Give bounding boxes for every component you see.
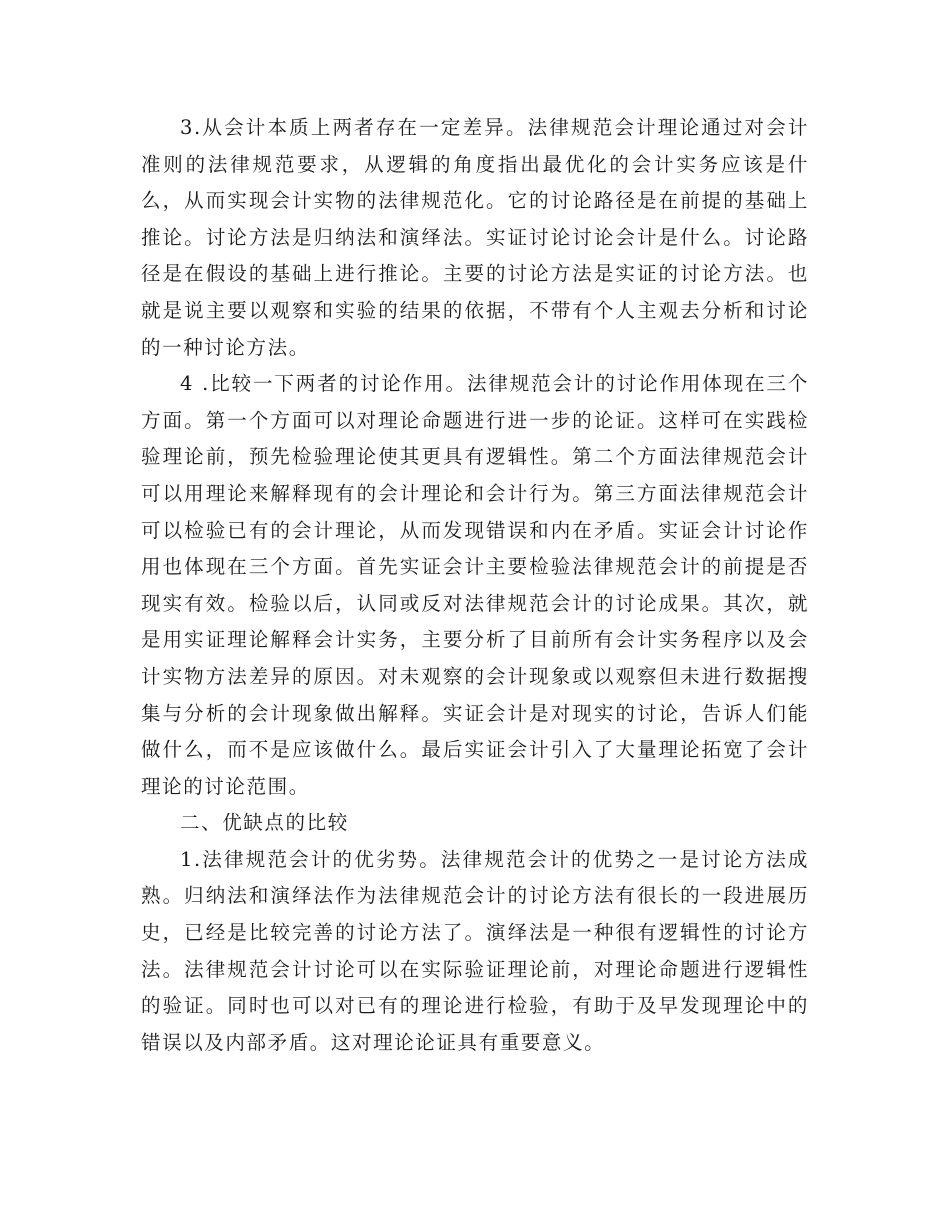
document-page xyxy=(141,110,809,1061)
section-heading-pros-cons: 二、优缺点的比较 xyxy=(180,811,349,835)
paragraph-4-research-function: 4 .比较一下两者的讨论作用。法律规范会计的讨论作用体现在三个方面。第一个方面可以对理论命题进行进一步的论证。这样可在实践检验理论前，预先检验理论使其更具有逻辑性。第二个方面法律规范会计可以用理论来解释现有的会计理论和会计行为。第三方面法律规范会计可以检验已有的会计理论，从而发现错误和内在矛盾。实证会计讨论作用也体现在三个方面。首先实证会计主要检验法律规范会计的前提是否现实有效。检验以后，认同或反对法律规范会计的讨论成果。其次，就是用实证理论解释会计实务，主要分析了目前所有会计实务程序以及会计实物方法差异的原因。对未观察的会计现象或以观察但未进行数据搜集与分析的会计现象做出解释。实证会计是对现实的讨论，告诉人们能做什么，而不是应该做什么。最后实证会计引入了大量理论拓宽了会计理论的讨论范围。 xyxy=(141,372,809,798)
paragraph-1-normative-pros-cons: 1.法律规范会计的优劣势。法律规范会计的优势之一是讨论方法成熟。归纳法和演绎法作为法律规范会计的讨论方法有很长的一段进展历史，已经是比较完善的讨论方法了。演绎法是一种很有逻辑性的讨论方法。法律规范会计讨论可以在实际验证理论前，对理论命题进行逻辑性的验证。同时也可以对已有的理论进行检验，有助于及早发现理论中的错误以及内部矛盾。这对理论论证具有重要意义。 xyxy=(141,847,809,1054)
paragraph-3-essence-difference: 3.从会计本质上两者存在一定差异。法律规范会计理论通过对会计准则的法律规范要求，从逻辑的角度指出最优化的会计实务应该是什么，从而实现会计实物的法律规范化。它的讨论路径是在前提的基础上推论。讨论方法是归纳法和演绎法。实证讨论讨论会计是什么。讨论路径是在假设的基础上进行推论。主要的讨论方法是实证的讨论方法。也就是说主要以观察和实验的结果的依据，不带有个人主观去分析和讨论的一种讨论方法。 xyxy=(141,116,809,359)
